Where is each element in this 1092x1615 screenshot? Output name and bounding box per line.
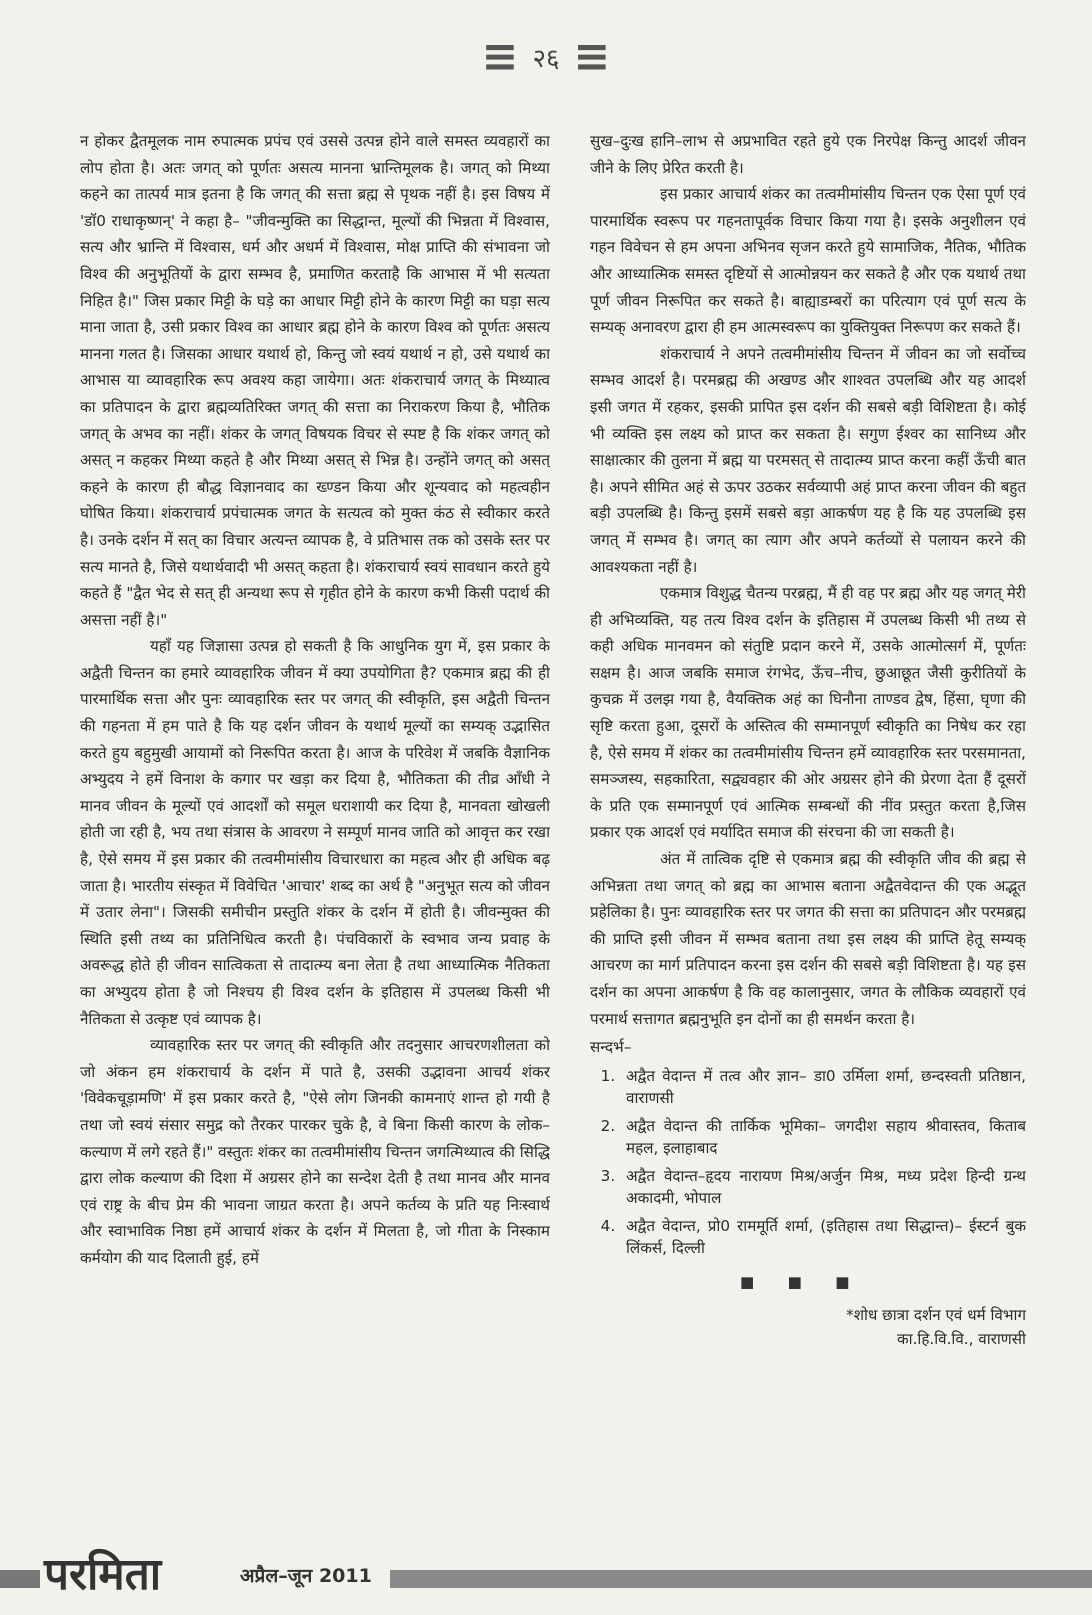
affiliation-line: का.हि.वि.वि., वाराणसी	[896, 1330, 1026, 1349]
paragraph: यहाँ यह जिज्ञासा उत्पन्न हो सकती है कि आधुनिक युग में, इस प्रकार के अद्वैती चिन्तन का हमारे व्यावहारिक जीवन में क्या उपयोगिता है? एकमात्र ब्रह्म की ही पारमार्थिक सत्ता और पुनः व्यावहारिक स्तर पर जगत् की स्वीकृति, इस अद्वैती चिन्तन की गहनता में हम पाते है कि यह दर्शन जीवन के यथार्थ मूल्यों का सम्यक् उद्भासित करते हुय बहुमुखी आयामों को निरूपित करता है। आज के परिवेश में जबकि वैज्ञानिक अभ्युदय ने हमें विनाश के कगार पर खड़ा कर दिया है, भौतिकता की तीव्र आँधी ने मानव जीवन के मूल्यों एवं आदर्शों को समूल धराशायी कर दिया है, मानवता खोखली होती जा रही है, भय तथा संत्रास के आवरण ने सम्पूर्ण मानव जाति को आवृत्त कर रखा है, ऐसे समय में इस प्रकार की तत्वमीमांसीय विचारधारा का महत्व और ही अधिक बढ़ जाता है। भारतीय संस्कृत में विवेचित 'आचार' शब्द का अर्थ है "अनुभूत सत्य को जीवन में उतार लेना"। जिसकी समीचीन प्रस्तुति शंकर के दर्शन में होती है। जीवन्मुक्त की स्थिति इसी तथ्य का प्रतिनिधित्व करती है। पंचविकारों के स्वभाव जन्य प्रवाह के अवरूद्ध होते ही जीवन सात्विकता से तादात्म्य बना लेता है तथा आध्यात्मिक नैतिकता का अभ्युदय होता है जो निश्चय ही विश्व दर्शन के इतिहास में उपलब्ध किसी भी नैतिकता से उत्कृष्ट एवं व्यापक है।	[80, 637, 550, 1028]
left-column	[80, 128, 550, 1528]
left-ornament: ≡	[481, 31, 519, 82]
paragraph: अंत में तात्विक दृष्टि से एकमात्र ब्रह्म की स्वीकृति जीव की ब्रह्म से अभिन्नता तथा जगत् को ब्रह्म का आभास बताना अद्वैतवेदान्त की एक अद्भूत प्रहेलिका है। पुनः व्यावहारिक स्तर पर जगत की सत्ता का प्रतिपादन और परमब्रह्म की प्राप्ति इसी जीवन में सम्भव बताना तथा इस लक्ष्य की प्राप्ति हेतू सम्यक् आचरण का मार्ग प्रतिपादन करना इस दर्शन की सबसे बड़ी विशिष्टता है। यह इस दर्शन का अपना आकर्षण है कि वह कालानुसार, जगत के लौकिक व्यवहारों एवं परमार्थ सत्तागत ब्रह्मनुभूति इन दोनों का ही समर्थन करता है।	[590, 850, 1026, 1028]
section-separator: ■ ■ ■	[740, 1272, 864, 1291]
issue-date: अप्रैल–जून 2011	[240, 1565, 372, 1587]
reference-item: 4. अद्वैत वेदान्त, प्रो0 राममूर्ति शर्मा, (इतिहास तथा सिद्धान्त)– ईस्टर्न बुक लिंकर्स, दिल्ली	[620, 1215, 1026, 1259]
page-number: २६	[532, 44, 560, 74]
footer-bar-right	[390, 1570, 1092, 1588]
reference-item: 1. अद्वैत वेदान्त में तत्व और ज्ञान– डा0 उर्मिला शर्मा, छन्दस्वती प्रतिष्ठान, वाराणसी	[620, 1065, 1026, 1109]
footer-bar-left	[0, 1570, 40, 1588]
references-heading: सन्दर्भ–	[590, 1038, 632, 1057]
paragraph: व्यावहारिक स्तर पर जगत् की स्वीकृति और तदनुसार आचरणशीलता को जो अंकन हम शंकराचार्य के दर्शन में पाते है, उसकी उद्भावना आचर्य शंकर 'विवेकचूड़ामणि' में इस प्रकार करते है, "ऐसे लोग जिनकी कामनाएं शान्त हो गयी है तथा जो स्वयं संसार समुद्र को तैरकर पारकर चुके है, वे बिना किसी कारण के लोक–कल्याण में लगे रहते हैं।" वस्तुतः शंकर का तत्वमीमांसीय चिन्तन जगत्मिथ्यात्व की सिद्धि द्वारा लोक कल्याण की दिशा में अग्रसर होने का सन्देश देती है तथा मानव और मानव एवं राष्ट्र के बीच प्रेम की भावना जाग्रत करता है। अपने कर्तव्य के प्रति यह निःस्वार्थ और स्वाभाविक निष्ठा हमें आचार्य शंकर के दर्शन में मिलता है, जो गीता के निस्काम कर्मयोग की याद दिलाती हुई, हमें	[80, 1036, 550, 1267]
paragraph: सुख–दुःख हानि–लाभ से अप्रभावित रहते हुये एक निरपेक्ष किन्तु आदर्श जीवन जीने के लिए प्रेरित करती है।	[590, 132, 1026, 177]
paragraph: शंकराचार्य ने अपने तत्वमीमांसीय चिन्तन में जीवन का जो सर्वोच्च सम्भव आदर्श है। परमब्रह्म की अखण्ड और शाश्वत उपलब्धि और यह आदर्श इसी जगत में रहकर, इसकी प्रापित इस दर्शन की सबसे बड़ी विशिष्टता है। कोई भी व्यक्ति इस लक्ष्य को प्राप्त कर सकता है। सगुण ईश्वर का सानिध्य और साक्षात्कार की तुलना में ब्रह्म या परमसत् से तादात्म्य प्राप्त करना कहीं ऊँची बात है। अपने सीमित अहं से ऊपर उठकर सर्वव्यापी अहं प्राप्त करना जीवन की बहुत बड़ी उपलब्धि है। किन्तु इसमें सबसे बड़ा आकर्षण यह है कि यह उपलब्धि इस जगत् में सम्भव है। जगत् का त्याग और अपने कर्तव्यों से पलायन करने की आवश्यकता नहीं है।	[590, 344, 1026, 576]
affiliation-line: *शोध छात्रा दर्शन एवं धर्म विभाग	[846, 1306, 1026, 1325]
page-footer	[0, 1540, 1092, 1600]
page-header	[0, 18, 1092, 96]
right-column	[590, 128, 1026, 1528]
paragraph: एकमात्र विशुद्ध चैतन्य परब्रह्म, मैं ही वह पर ब्रह्म और यह जगत् मेरी ही अभिव्यक्ति, यह तत्य विश्व दर्शन के इतिहास में उपलब्ध किसी भी तथ्य से कही अधिक मानवमन को संतुष्टि प्रदान करने में, उसके आत्मोत्सर्ग में, पूर्णतः सक्षम है। आज जबकि समाज रंगभेद, ऊँच–नीच, छुआछूत जैसी कुरीतियों के कुचक्र में उलझ गया है, वैयक्तिक अहं का घिनौना ताण्डव द्वेष, हिंसा, घृणा की सृष्टि करता हुआ, दूसरों के अस्तित्व की सम्मानपूर्ण स्वीकृति का निषेध कर रहा है, ऐसे समय में शंकर का तत्वमीमांसीय चिन्तन हमें व्यावहारिक स्तर परसमानता, समञ्जस्य, सहकारिता, सद्व्यवहार की ओर अग्रसर होने की प्रेरणा देता हैं दूसरों के प्रति एक सम्मानपूर्ण एवं आत्मिक सम्बन्धों की नींव प्रस्तुत करता है,जिस प्रकार एक आदर्श एवं मर्यादित समाज की संरचना की जा सकती है।	[590, 584, 1026, 842]
paragraph: न होकर द्वैतमूलक नाम रुपात्मक प्रपंच एवं उससे उत्पन्न होने वाले समस्त व्यवहारों का लोप होता है। अतः जगत् को पूर्णतः असत्य मानना भ्रान्तिमूलक है। जगत् को मिथ्या कहने का तात्पर्य मात्र इतना है कि जगत् की सत्ता ब्रह्म से पृथक नहीं है। इस विषय में 'डॉ0 राधाकृष्णन्' ने कहा है– "जीवन्मुक्ति का सिद्धान्त, मूल्यों की भिन्नता में विश्वास, सत्य और भ्रान्ति में विश्वास, धर्म और अधर्म में विश्वास, मोक्ष प्राप्ति की संभावना जो विश्व की अनुभूतियों के द्वारा सम्भव है, प्रमाणित करताहै कि आभास में भी सत्यता निहित है।" जिस प्रकार मिट्टी के घड़े का आधार मिट्टी होने के कारण मिट्टी का घड़ा सत्य माना जाता है, उसी प्रकार विश्व का आधार ब्रह्म होने के कारण विश्व को पूर्णतः असत्य मानना गलत है। जिसका आधार यथार्थ हो, किन्तु जो स्वयं यथार्थ न हो, उसे यथार्थ का आभास या व्यावहारिक रूप अवश्य कहा जायेगा। अतः शंकराचार्य जगत् के मिथ्यात्व का प्रतिपादन के द्वारा ब्रह्मव्यतिरिक्त जगत् की सत्ता का निराकरण किया है, भौतिक जगत् के अभव का नहीं। शंकर के जगत् विषयक विचर से स्पष्ट है कि शंकर जगत् को असत् न कहकर मिथ्या कहते है और मिथ्या असत् से भिन्न है। उन्होंने जगत् को असत् कहने के कारण ही बौद्ध विज्ञानवाद का ख्ण्डन किया और शून्यवाद को महत्वहीन घोषित किया। शंकराचार्य प्रपंचात्मक जगत के सत्यत्व को मुक्त कंठ से स्वीकार करते है। उनके दर्शन में सत् का विचार अत्यन्त व्यापक है, वे प्रतिभास तक को उसके स्तर पर सत्य मानते है, जिसे यथार्थवादी भी असत् कहता है। शंकराचार्य स्वयं सावधान करते हुये कहते हैं "द्वैत भेद से सत् ही अन्यथा रूप से गृहीत होने के कारण कभी किसी पदार्थ की असत्ता नहीं है।"	[80, 132, 550, 629]
paragraph: इस प्रकार आचार्य शंकर का तत्वमीमांसीय चिन्तन एक ऐसा पूर्ण एवं पारमार्थिक स्वरूप पर गहनतापूर्वक विचार किया गया है। इसके अनुशीलन एवं गहन विवेचन से हम अपना अभिनव सृजन करते हुये सामाजिक, नैतिक, भौतिक और आध्यात्मिक समस्त दृष्टियों से आत्मोन्नयन कर सकते है और एक यथार्थ तथा पूर्ण जीवन निरूपित कर सकते है। बाह्याडम्बरों का परित्याग एवं पूर्ण सत्य के सम्यक् अनावरण द्वारा ही हम आत्मस्वरूप का युक्तियुक्त निरूपण कर सकते हैं।	[590, 185, 1026, 337]
reference-item: 3. अद्वैत वेदान्त–हृदय नारायण मिश्र/अर्जुन मिश्र, मध्य प्रदेश हिन्दी ग्रन्थ अकादमी, भोपाल	[620, 1165, 1026, 1209]
author-affiliation	[590, 1303, 1026, 1351]
references-list	[590, 1065, 1026, 1259]
magazine-logo: परमिता	[44, 1549, 162, 1600]
reference-item: 2. अद्वैत वेदान्त की तार्किक भूमिका– जगदीश सहाय श्रीवास्तव, किताब महल, इलाहाबाद	[620, 1115, 1026, 1159]
right-ornament: ≡	[573, 31, 611, 82]
